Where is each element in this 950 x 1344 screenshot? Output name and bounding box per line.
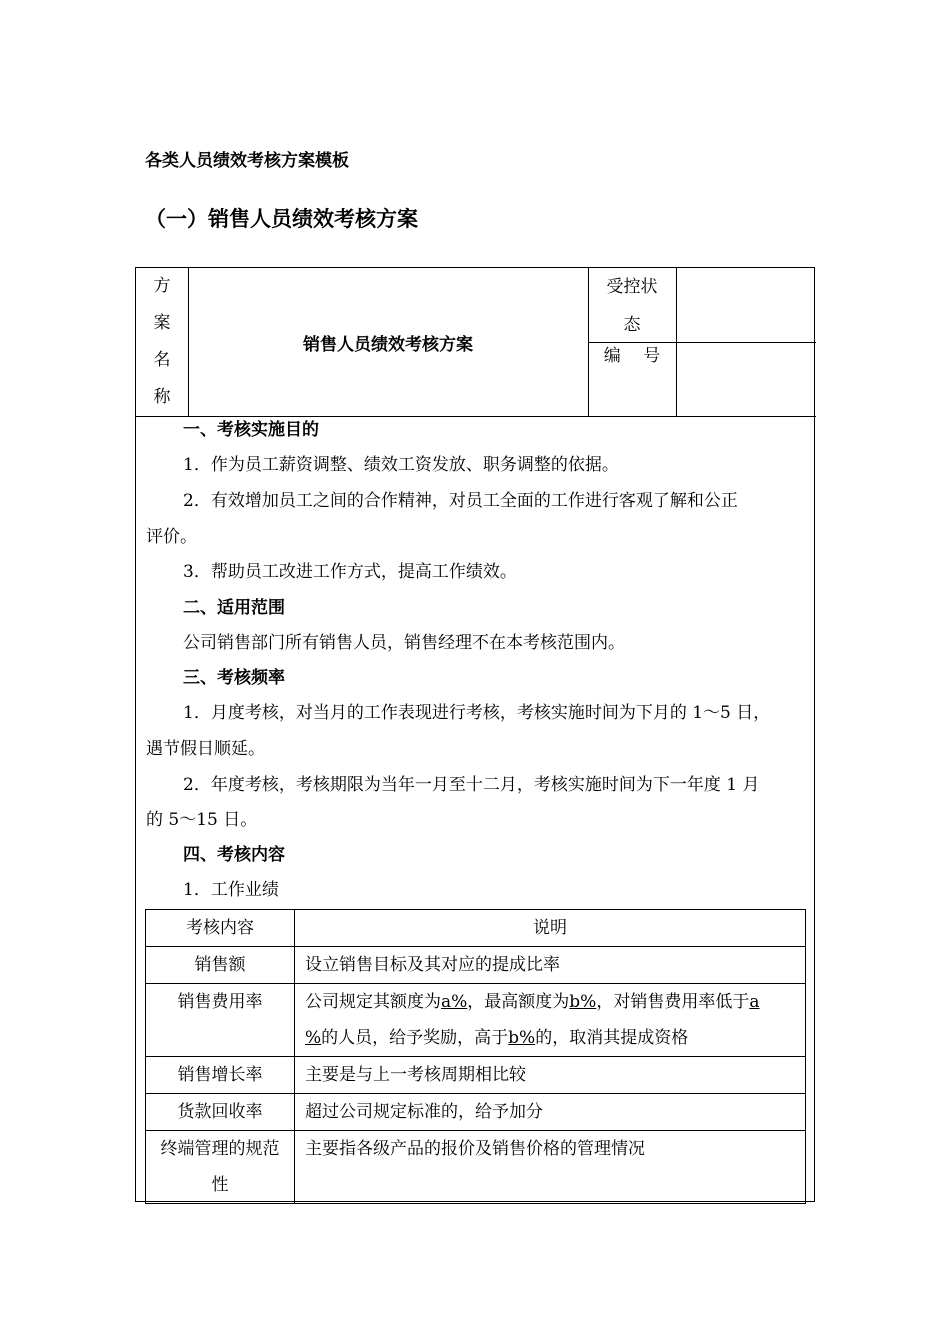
paragraph: 遇节假日顺延。 — [146, 739, 265, 759]
paragraph: 3．帮助员工改进工作方式，提高工作绩效。 — [183, 562, 517, 582]
status-label-line: 态 — [623, 315, 641, 335]
paragraph: 2．年度考核，考核期限为当年一月至十二月，考核实施时间为下一年度 1 月 — [183, 775, 760, 795]
section-title: （一）销售人员绩效考核方案 — [145, 207, 418, 231]
table-header-row — [146, 910, 806, 947]
heading-scope: 二、适用范围 — [183, 598, 285, 618]
heading-purpose: 一、考核实施目的 — [183, 420, 319, 440]
document-number-label: 编 号 — [603, 346, 661, 366]
table-row — [146, 1094, 806, 1131]
item-cell: 货款回收率 — [146, 1094, 295, 1131]
description-cell: 主要是与上一考核周期相比较 — [295, 1057, 806, 1094]
item-line: 终端管理的规范 — [160, 1139, 280, 1159]
text-run: ，对销售费用率低于 — [596, 992, 750, 1012]
table-row — [146, 1131, 806, 1204]
paragraph: 公司销售部门所有销售人员，销售经理不在本考核范围内。 — [183, 633, 625, 653]
underlined-value: b% — [569, 992, 597, 1012]
text-run: ，最高额度为 — [467, 992, 570, 1012]
table-row — [146, 947, 806, 984]
text-run: 的，取消其提成资格 — [535, 1028, 689, 1048]
paragraph: 2．有效增加员工之间的合作精神，对员工全面的工作进行客观了解和公正 — [183, 491, 738, 511]
paragraph: 评价。 — [146, 527, 197, 547]
performance-criteria-table — [145, 909, 806, 1204]
text-run: 公司规定其额度为 — [305, 992, 441, 1012]
control-status-label — [588, 268, 676, 344]
item-cell — [146, 1131, 295, 1204]
plan-form-table — [135, 267, 815, 1202]
table-row — [146, 1057, 806, 1094]
underlined-value: b% — [508, 1028, 536, 1048]
item-cell: 销售增长率 — [146, 1057, 295, 1094]
description-cell: 主要指各级产品的报价及销售价格的管理情况 — [295, 1131, 806, 1204]
heading-content: 四、考核内容 — [183, 845, 285, 865]
label-char: 案 — [153, 313, 171, 333]
plan-name-label — [136, 268, 188, 416]
description-cell — [295, 984, 806, 1057]
document-title: 各类人员绩效考核方案模板 — [145, 151, 349, 171]
description-cell: 超过公司规定标准的，给予加分 — [295, 1094, 806, 1131]
underlined-value: a — [749, 992, 760, 1012]
document-number-value[interactable] — [677, 343, 816, 416]
heading-frequency: 三、考核频率 — [183, 668, 285, 688]
table-row — [146, 984, 806, 1057]
status-label-line: 受控状 — [606, 277, 658, 297]
text-run: 的人员，给予奖励，高于 — [321, 1028, 509, 1048]
header-cell: 考核内容 — [146, 910, 295, 947]
paragraph: 1．工作业绩 — [183, 880, 279, 900]
item-cell: 销售费用率 — [146, 984, 295, 1057]
plan-name-value: 销售人员绩效考核方案 — [303, 334, 473, 355]
paragraph: 1．作为员工薪资调整、绩效工资发放、职务调整的依据。 — [183, 455, 619, 475]
label-char: 名 — [153, 350, 171, 370]
description-cell: 设立销售目标及其对应的提成比率 — [295, 947, 806, 984]
label-char: 方 — [153, 276, 171, 296]
underlined-value: % — [305, 1028, 322, 1048]
item-line: 性 — [211, 1175, 229, 1195]
label-char: 称 — [153, 387, 171, 407]
paragraph: 的 5～15 日。 — [146, 810, 258, 830]
item-cell: 销售额 — [146, 947, 295, 984]
paragraph: 1．月度考核，对当月的工作表现进行考核，考核实施时间为下月的 1～5 日， — [183, 703, 771, 723]
header-cell: 说明 — [295, 910, 806, 947]
underlined-value: a% — [441, 992, 468, 1012]
control-status-value[interactable] — [677, 268, 816, 342]
